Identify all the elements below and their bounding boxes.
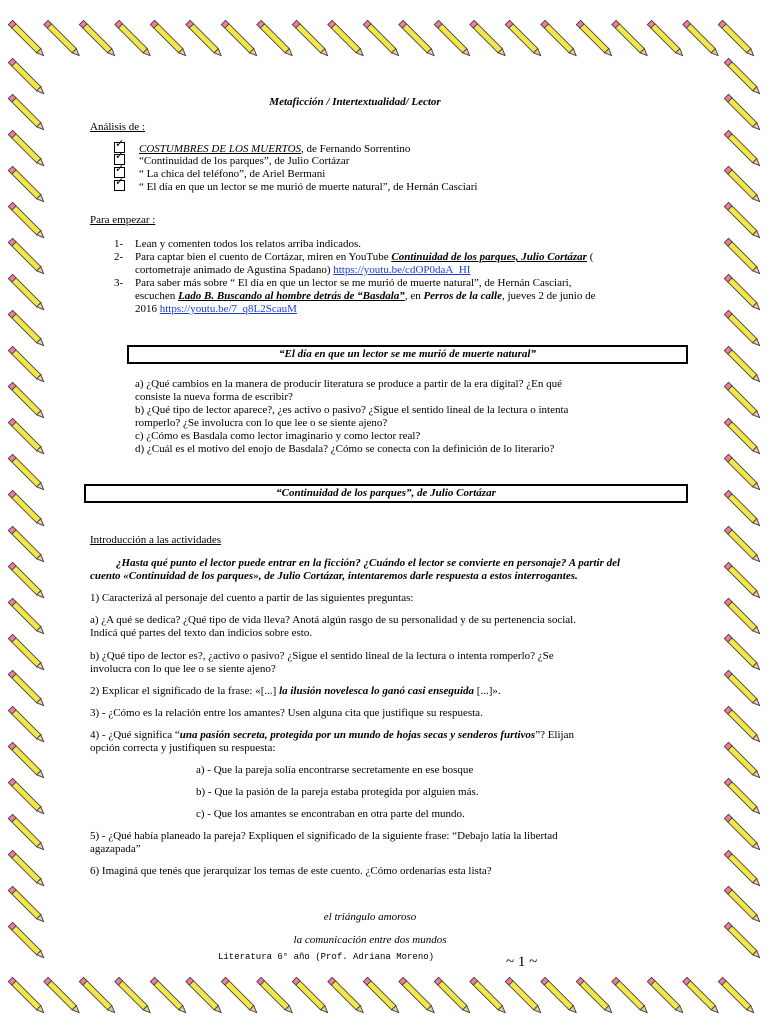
pencil-icon <box>8 490 45 527</box>
pencil-icon <box>8 598 45 635</box>
pencil-icon <box>724 346 761 383</box>
pencil-icon <box>470 20 507 57</box>
pencil-icon <box>8 238 45 275</box>
activity-1b-line-2: involucra con lo que lee o se siente ajeno? <box>90 663 276 675</box>
pencil-icon <box>724 598 761 635</box>
pencil-icon <box>724 562 761 599</box>
pencil-icon <box>434 977 471 1014</box>
intro-line-1: ¿Hasta qué punto el lector puede entrar en la ficción? ¿Cuándo el lector se convierte en personaje? A partir del <box>116 557 621 569</box>
page-number: ~ 1 ~ <box>506 954 538 970</box>
footer-text: Literatura 6° año (Prof. Adriana Moreno) <box>218 952 435 962</box>
pencil-icon <box>8 778 45 815</box>
pencil-icon <box>612 20 649 57</box>
pencil-icon <box>724 814 761 851</box>
pencil-icon <box>8 562 45 599</box>
pencil-icon <box>724 238 761 275</box>
start-item-2-num: 2- <box>114 251 124 263</box>
theme-1: el triángulo amoroso <box>323 911 417 923</box>
questions1-line-4: romperlo? ¿Se involucra con lo que lee o se siente ajeno? <box>135 417 388 429</box>
analysis-item-1-author: , de Fernando Sorrentino <box>301 143 411 155</box>
pencil-icon <box>576 977 613 1014</box>
pencil-icon <box>257 977 294 1014</box>
pencil-icon <box>724 634 761 671</box>
activity-1a-line-1: a) ¿A qué se dedica? ¿Qué tipo de vida lleva? Anotá algún rasgo de su personalidad y de su pertenencia social. <box>90 614 576 626</box>
pencil-icon <box>724 166 761 203</box>
questions1-line-3: b) ¿Qué tipo de lector aparece?, ¿es activo o pasivo? ¿Sigue el sentido lineal de la lectura o intenta <box>135 404 569 416</box>
activity-3: 3) - ¿Cómo es la relación entre los amantes? Usen alguna cita que justifique su respuesta. <box>90 707 483 719</box>
activity-2-end: [...]». <box>474 685 501 697</box>
pencil-icon <box>150 20 187 57</box>
activity-4-option-b: b) - Que la pasión de la pareja estaba protegida por alguien más. <box>196 786 479 798</box>
pencil-icon <box>115 977 152 1014</box>
pencil-icon <box>724 490 761 527</box>
activity-4-text: 4) - ¿Qué significa “ <box>90 729 180 741</box>
questions1-line-1: a) ¿Qué cambios en la manera de producir literatura se produce a partir de la era digital? ¿En qué <box>135 378 562 390</box>
activity-1b-line-1: b) ¿Qué tipo de lector es?, ¿activo o pasivo? ¿Sigue el sentido lineal de la lectura o intenta romperlo? ¿Se <box>90 650 554 662</box>
program-title: Perros de la calle <box>423 290 502 302</box>
pencil-icon <box>363 977 400 1014</box>
start-item-3-num: 3- <box>114 277 124 289</box>
pencil-icon <box>724 94 761 131</box>
activity-1a-line-2: Indicá qué partes del texto dan indicios sobre esto. <box>90 627 313 639</box>
activity-2-text: 2) Explicar el significado de la frase: «[...] <box>90 685 280 697</box>
pencil-icon <box>44 977 81 1014</box>
pencil-icon <box>505 977 542 1014</box>
pencil-icon <box>724 418 761 455</box>
pencil-icon <box>724 886 761 923</box>
youtube-link-casciari[interactable]: https://youtu.be/7_q8L2ScauM <box>159 303 297 315</box>
pencil-icon <box>724 706 761 743</box>
pencil-icon <box>724 922 761 959</box>
activity-4-end: ”? Elijan <box>535 729 574 741</box>
pencil-icon <box>44 20 81 57</box>
section-box-casciari: “El día en que un lector se me murió de muerte natural” <box>127 345 688 364</box>
start-item-3-line1: Para saber más sobre “ El día en que un lector se me murió de muerte natural”, de Hernán Casciari, <box>135 277 572 289</box>
pencil-icon <box>434 20 471 57</box>
analysis-item-3 <box>114 167 325 181</box>
pencil-icon <box>8 382 45 419</box>
start-item-2-line1 <box>135 251 593 264</box>
pencil-icon <box>8 922 45 959</box>
questions1-line-5: c) ¿Cómo es Basdala como lector imaginario y como lector real? <box>135 430 421 442</box>
start-item-3-year: 2016 <box>135 303 160 315</box>
pencil-icon <box>8 706 45 743</box>
pencil-icon <box>292 20 329 57</box>
podcast-title: Lado B. Buscando al hombre detrás de “Basdala” <box>178 290 405 302</box>
pencil-icon <box>8 454 45 491</box>
activity-4-line-2: opción correcta y justifiquen su respuesta: <box>90 742 276 754</box>
pencil-icon <box>724 526 761 563</box>
pencil-icon <box>8 94 45 131</box>
activity-5-line-2: agazapada” <box>90 843 141 855</box>
questions1-line-2: consiste la nueva forma de escribir? <box>135 391 293 403</box>
youtube-link-cortazar[interactable]: https://youtu.be/cdOP0daA_HI <box>333 264 471 276</box>
pencil-icon <box>724 310 761 347</box>
analysis-item-4 <box>114 180 477 194</box>
pencil-icon <box>8 310 45 347</box>
pencil-icon <box>186 977 223 1014</box>
start-item-3-line2 <box>135 290 595 303</box>
intro-line-2: cuento «Continuidad de los parques», de Julio Cortázar, intentaremos darle respuesta a estos interrogantes. <box>90 570 578 582</box>
pencil-icon <box>328 977 365 1014</box>
pencil-icon <box>8 20 45 57</box>
pencil-icon <box>541 977 578 1014</box>
pencil-icon <box>724 454 761 491</box>
page-title: Metaficción / Intertextualidad/ Lector <box>269 96 441 108</box>
analysis-item-1-title: COSTUMBRES DE LOS MUERTOS <box>139 143 302 155</box>
pencil-icon <box>612 977 649 1014</box>
analysis-item-3-text: “ La chica del teléfono”, de Ariel Bermani <box>139 168 326 180</box>
pencil-icon <box>683 977 720 1014</box>
checkbox-icon <box>114 180 125 191</box>
pencil-icon <box>718 20 755 57</box>
pencil-icon <box>8 130 45 167</box>
analysis-item-2-text: “Continuidad de los parques”, de Julio Cortázar <box>139 155 350 167</box>
pencil-icon <box>647 977 684 1014</box>
activity-2 <box>90 685 501 698</box>
start-item-3-text: escuchen <box>135 290 179 302</box>
pencil-icon <box>724 850 761 887</box>
pencil-icon <box>8 977 45 1014</box>
pencil-icon <box>328 20 365 57</box>
pencil-icon <box>8 58 45 95</box>
start-item-2-credit: cortometraje animado de Agustina Spadano) <box>135 264 334 276</box>
start-item-2-line2 <box>135 264 470 277</box>
pencil-icon <box>724 274 761 311</box>
pencil-icon <box>8 742 45 779</box>
pencil-icon <box>8 346 45 383</box>
pencil-icon <box>150 977 187 1014</box>
pencil-icon <box>8 166 45 203</box>
pencil-icon <box>79 977 116 1014</box>
pencil-icon <box>363 20 400 57</box>
start-item-2-paren: ( <box>586 251 594 263</box>
pencil-icon <box>292 977 329 1014</box>
activity-5-line-1: 5) - ¿Qué había planeado la pareja? Expliquen el significado de la siguiente frase: “Debajo latía la libertad <box>90 830 558 842</box>
analysis-item-2 <box>114 154 349 168</box>
pencil-icon <box>683 20 720 57</box>
activity-4-quote: una pasión secreta, protegida por un mundo de hojas secas y senderos furtivos <box>179 729 536 741</box>
pencil-icon <box>115 20 152 57</box>
activity-4-line-1 <box>90 729 574 742</box>
pencil-icon <box>186 20 223 57</box>
pencil-icon <box>8 670 45 707</box>
pencil-icon <box>221 977 258 1014</box>
analysis-item-4-text: “ El día en que un lector se me murió de muerte natural”, de Hernán Casciari <box>139 181 478 193</box>
pencil-icon <box>399 977 436 1014</box>
pencil-icon <box>221 20 258 57</box>
pencil-icon <box>576 20 613 57</box>
pencil-icon <box>399 20 436 57</box>
pencil-icon <box>724 58 761 95</box>
start-heading: Para empezar : <box>90 214 156 226</box>
pencil-icon <box>257 20 294 57</box>
activity-2-quote: la ilusión novelesca lo ganó casi enseguida <box>279 685 475 697</box>
pencil-icon <box>8 886 45 923</box>
start-item-3-date: , jueves 2 de junio de <box>501 290 596 302</box>
pencil-icon <box>8 850 45 887</box>
activity-4-option-a: a) - Que la pareja solía encontrarse secretamente en ese bosque <box>196 764 474 776</box>
pencil-icon <box>724 670 761 707</box>
pencil-icon <box>79 20 116 57</box>
start-item-1-num: 1- <box>114 238 124 250</box>
pencil-icon <box>8 814 45 851</box>
pencil-icon <box>541 20 578 57</box>
pencil-icon <box>724 130 761 167</box>
pencil-icon <box>724 202 761 239</box>
pencil-icon <box>8 634 45 671</box>
section-box-cortazar: “Continuidad de los parques”, de Julio Cortázar <box>84 484 688 503</box>
pencil-icon <box>718 977 755 1014</box>
start-item-3-line3 <box>135 303 297 316</box>
start-item-3-mid: , en <box>404 290 424 302</box>
intro-heading: Introducción a las actividades <box>90 534 222 546</box>
pencil-icon <box>8 526 45 563</box>
theme-2: la comunicación entre dos mundos <box>293 934 447 946</box>
pencil-icon <box>724 382 761 419</box>
pencil-icon <box>724 778 761 815</box>
pencil-icon <box>470 977 507 1014</box>
pencil-icon <box>8 202 45 239</box>
pencil-icon <box>8 418 45 455</box>
pencil-icon <box>505 20 542 57</box>
video-title: Continuidad de los parques, Julio Cortázar <box>391 251 587 263</box>
start-item-2-text: Para captar bien el cuento de Cortázar, miren en YouTube <box>135 251 392 263</box>
start-item-1-text: Lean y comenten todos los relatos arriba indicados. <box>135 238 362 250</box>
pencil-icon <box>8 274 45 311</box>
pencil-icon <box>647 20 684 57</box>
analysis-heading: Análisis de : <box>90 121 145 133</box>
activity-4-option-c: c) - Que los amantes se encontraban en otra parte del mundo. <box>196 808 465 820</box>
activity-1: 1) Caracterizá al personaje del cuento a partir de las siguientes preguntas: <box>90 592 414 604</box>
questions1-line-6: d) ¿Cuál es el motivo del enojo de Basdala? ¿Cómo se conecta con la definición de lo literario? <box>135 443 555 455</box>
activity-6: 6) Imaginá que tenés que jerarquizar los temas de este cuento. ¿Cómo ordenarías esta lista? <box>90 865 492 877</box>
pencil-icon <box>724 742 761 779</box>
